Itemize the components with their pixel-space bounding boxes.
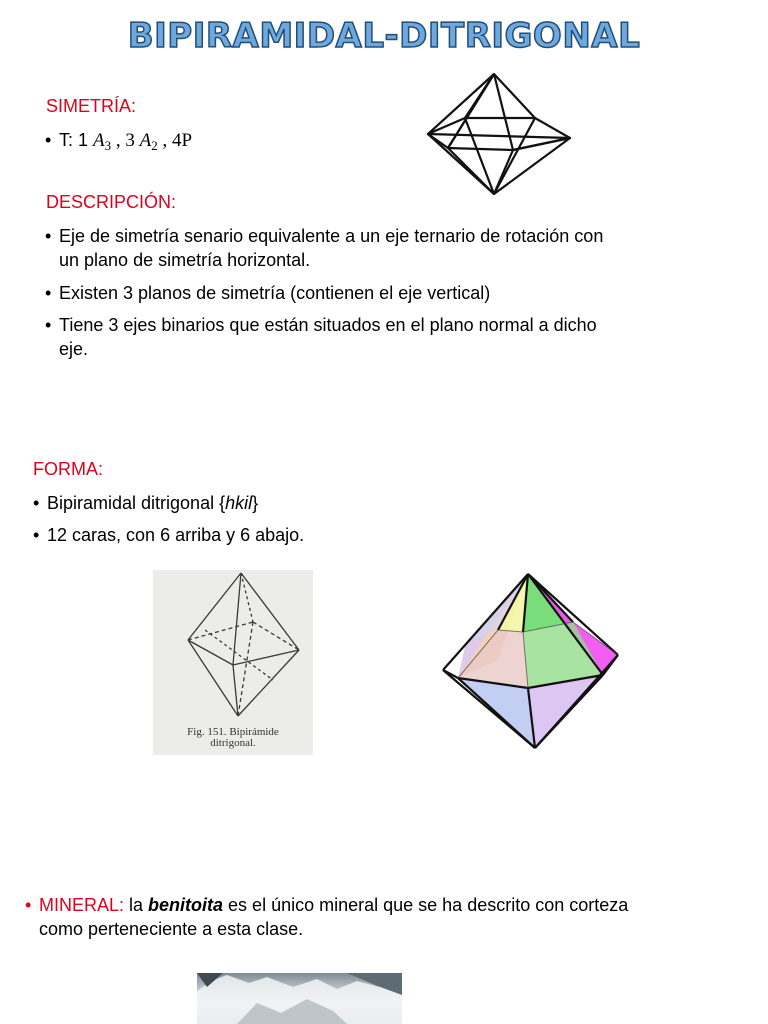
colored-bipyramid [438, 570, 623, 752]
description-item-2-line1: Existen 3 planos de simetría (contienen el eje vertical) [59, 283, 491, 303]
symmetry-suffix: , 4P [157, 130, 193, 151]
mineral-name: benitoita [148, 895, 224, 915]
symmetry-mid: , 3 [111, 130, 140, 151]
description-item-1-line2: un plano de simetría horizontal. [59, 250, 311, 270]
form-item-1-prefix: Bipiramidal ditrigonal { [47, 493, 226, 513]
description-item-3-line1: Tiene 3 ejes binarios que están situados en el plano normal a dicho [59, 315, 597, 335]
crystal-drawing [420, 70, 575, 200]
symmetry-axis-a: A [93, 130, 105, 151]
description-item-1-line1: Eje de simetría senario equivalente a un eje ternario de rotación con [59, 226, 604, 246]
figure-caption-line2: ditrigonal. [210, 737, 256, 749]
mineral-text-1: la [124, 895, 149, 915]
symmetry-heading: SIMETRÍA: [46, 96, 137, 116]
symmetry-bullet [45, 128, 193, 158]
description-item [45, 224, 604, 272]
bullet-dot: • [25, 895, 32, 915]
bullet-dot: • [33, 525, 40, 545]
textbook-figure [153, 570, 313, 755]
form-item [33, 491, 259, 515]
bullet-dot: • [45, 226, 52, 246]
symmetry-axis-b-sub: 2 [151, 138, 158, 153]
bullet-dot: • [45, 283, 52, 303]
form-item [33, 523, 305, 547]
form-heading: FORMA: [33, 459, 103, 479]
page-title: BIPIRAMIDAL-DITRIGONAL [127, 16, 641, 56]
description-item [45, 281, 491, 305]
description-heading: DESCRIPCIÓN: [46, 192, 177, 212]
bullet-dot: • [45, 315, 52, 335]
mineral-photo [197, 973, 402, 1024]
form-item-1-suffix: } [252, 493, 259, 513]
description-item [45, 313, 597, 361]
figure-caption-line1: Fig. 151. Bipirámide [187, 726, 279, 738]
form-item-1-notation: hkil [225, 493, 253, 513]
mineral-item [25, 893, 629, 941]
symmetry-prefix: T: 1 [59, 130, 94, 150]
mineral-text-2: es el único mineral que se ha descrito con corteza [223, 895, 629, 915]
bullet-dot: • [45, 130, 52, 150]
description-item-3-line2: eje. [59, 339, 89, 359]
mineral-line2: como perteneciente a esta clase. [39, 919, 304, 939]
symmetry-axis-b: A [139, 130, 152, 151]
bullet-dot: • [33, 493, 40, 513]
form-item-2: 12 caras, con 6 arriba y 6 abajo. [47, 525, 305, 545]
figure-caption [153, 727, 313, 749]
symmetry-axis-a-sub: 3 [104, 138, 112, 153]
mineral-label: MINERAL: [39, 895, 125, 915]
